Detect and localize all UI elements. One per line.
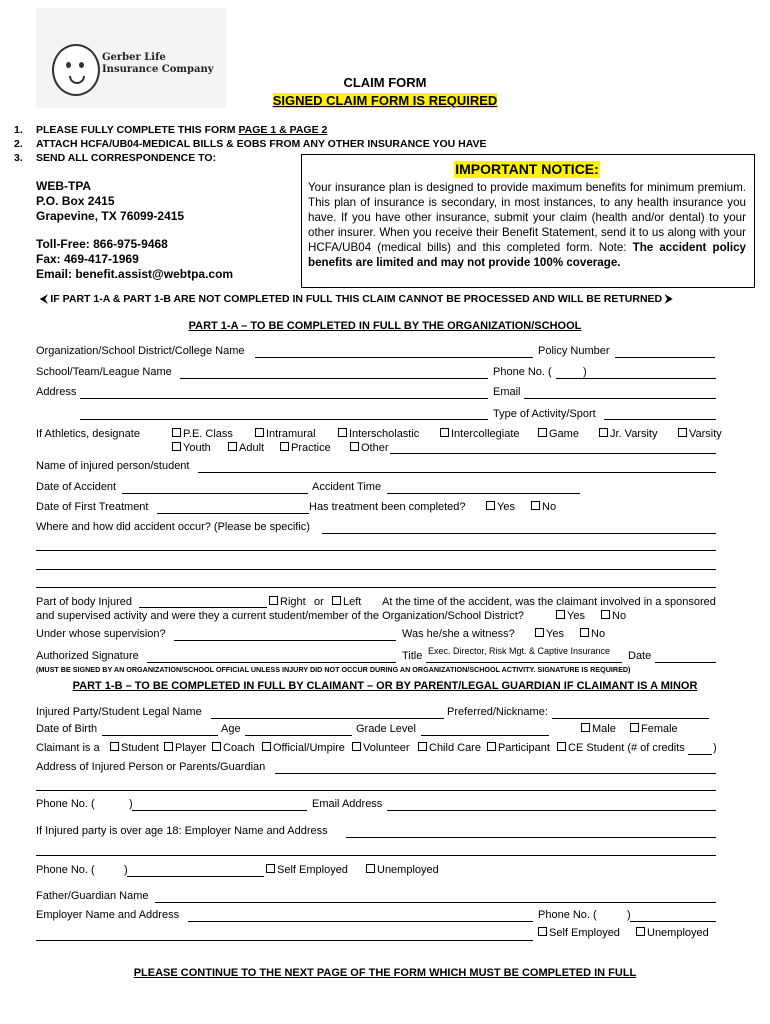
witness-yes-checkbox[interactable]: Yes (535, 628, 564, 640)
claimant-official-checkbox[interactable]: Official/Umpire (262, 742, 345, 754)
dob-field[interactable] (102, 735, 218, 736)
or-text: or (314, 596, 324, 608)
legal-name-label: Injured Party/Student Legal Name (36, 706, 202, 718)
guardian-self-employed-checkbox[interactable]: Self Employed (538, 927, 620, 939)
instruction-1: 1. PLEASE FULLY COMPLETE THIS FORM PAGE 1 & PAGE 2 (14, 124, 328, 136)
phone-field[interactable] (556, 378, 716, 379)
where-how-field-line-4[interactable] (36, 587, 716, 588)
title-label: Title (402, 650, 423, 662)
guardian-unemployed-checkbox[interactable]: Unemployed (636, 927, 709, 939)
signature-label: Authorized Signature (36, 650, 139, 662)
first-treatment-field[interactable] (157, 513, 309, 514)
email-label: Email (493, 386, 521, 398)
org-name-field[interactable] (255, 357, 533, 358)
employer-phone-close-paren: ) (124, 864, 128, 876)
chevron-left-icon: ⮜ (40, 293, 48, 305)
athletics-option-jr-varsity[interactable]: Jr. Varsity (599, 428, 657, 440)
activity-label: Type of Activity/Sport (493, 408, 596, 420)
witness-label: Was he/she a witness? (402, 628, 515, 640)
self-employed-checkbox[interactable]: Self Employed (266, 864, 348, 876)
witness-no-checkbox[interactable]: No (580, 628, 605, 640)
athletics-option-intercollegiate[interactable]: Intercollegiate (440, 428, 520, 440)
claimant-player-checkbox[interactable]: Player (164, 742, 206, 754)
supervision-field[interactable] (174, 640, 396, 641)
ce-credits-field[interactable] (688, 754, 712, 755)
male-checkbox[interactable]: Male (581, 723, 616, 735)
footer-instruction: PLEASE CONTINUE TO THE NEXT PAGE OF THE FORM WHICH MUST BE COMPLETED IN FULL (133, 967, 637, 979)
date-label: Date (628, 650, 652, 662)
policy-number-field[interactable] (615, 357, 715, 358)
signature-field[interactable] (147, 662, 396, 663)
mailing-address: WEB-TPA P.O. Box 2415 Grapevine, TX 76099-2415 Toll-Free: 866-975-9468 Fax: 469-417-1969 Email: benefit.assist@webtpa.com (36, 179, 234, 281)
legal-name-field[interactable] (211, 718, 444, 719)
chevron-right-icon: ⮞ (665, 293, 673, 305)
preferred-name-field[interactable] (552, 718, 709, 719)
claimant-child-care-checkbox[interactable]: Child Care (418, 742, 481, 754)
supervision-label: Under whose supervision? (36, 628, 166, 640)
credits-close-paren: ) (713, 742, 717, 754)
injured-name-field[interactable] (198, 472, 716, 473)
athletics-other-field[interactable] (390, 453, 716, 454)
where-how-field-line-3[interactable] (36, 569, 716, 570)
employer-over-18-label: If Injured party is over age 18: Employer Name and Address (36, 825, 328, 837)
athletics-option-practice[interactable]: Practice (280, 442, 331, 454)
body-part-field[interactable] (139, 607, 267, 608)
title-field[interactable] (426, 662, 622, 663)
guardian-employer-label: Employer Name and Address (36, 909, 180, 921)
athletics-option-intramural[interactable]: Intramural (255, 428, 316, 440)
claimant-phone-field[interactable] (132, 810, 307, 811)
athletics-option-other[interactable]: Other (350, 442, 389, 454)
instruction-2: 2. ATTACH HCFA/UB04-MEDICAL BILLS & EOBS FROM ANY OTHER INSURANCE YOU HAVE (14, 138, 487, 150)
claimant-student-checkbox[interactable]: Student (110, 742, 159, 754)
address-field[interactable] (80, 398, 488, 399)
claimant-participant-checkbox[interactable]: Participant (487, 742, 550, 754)
claimant-phone-close-paren: ) (129, 798, 133, 810)
claimant-coach-checkbox[interactable]: Coach (212, 742, 255, 754)
accident-time-label: Accident Time (312, 481, 382, 493)
title-value: Exec. Director, Risk Mgt. & Captive Insurance (428, 646, 611, 656)
where-how-field[interactable] (322, 533, 716, 534)
right-checkbox[interactable]: Right (269, 596, 306, 608)
phone-close-paren: ) (583, 366, 587, 378)
athletics-option-game[interactable]: Game (538, 428, 579, 440)
part-1b-heading: PART 1-B – TO BE COMPLETED IN FULL BY CLAIMANT – OR BY PARENT/LEGAL GUARDIAN IF CLAIMANT IS A MINOR (72, 680, 698, 692)
grade-level-field[interactable] (421, 735, 549, 736)
unemployed-checkbox[interactable]: Unemployed (366, 864, 439, 876)
company-logo-text: Gerber Life Insurance Company (102, 52, 214, 75)
address-label: Address (36, 386, 77, 398)
female-checkbox[interactable]: Female (630, 723, 678, 735)
date-of-accident-label: Date of Accident (36, 481, 117, 493)
claimant-label: Claimant is a (36, 742, 100, 754)
employer-over-18-field[interactable] (346, 837, 716, 838)
signature-note: (MUST BE SIGNED BY AN ORGANIZATION/SCHOOL OFFICIAL UNLESS INJURY DID NOT OCCUR DURING AN ORGANIZATION/SCHOOL ACTIVITY. SIGNATURE IS REQUIRED) (36, 665, 631, 674)
left-checkbox[interactable]: Left (332, 596, 361, 608)
athletics-option-varsity[interactable]: Varsity (678, 428, 722, 440)
employer-phone-field[interactable] (127, 876, 264, 877)
treatment-no-checkbox[interactable]: No (531, 501, 556, 513)
signature-date-field[interactable] (655, 662, 716, 663)
form-title: CLAIM FORM (343, 75, 427, 90)
age-label: Age (221, 723, 241, 735)
guardian-employer-field-line-2[interactable] (36, 940, 533, 941)
team-name-field[interactable] (180, 378, 488, 379)
sponsored-question-2: and supervised activity and were they a current student/member of the Organization/School District? (36, 610, 524, 622)
guardian-phone-field[interactable] (630, 921, 716, 922)
accident-time-field[interactable] (387, 493, 580, 494)
instruction-3: 3. SEND ALL CORRESPONDENCE TO: (14, 152, 217, 164)
guardian-phone-close-paren: ) (627, 909, 631, 921)
athletics-option-pe-class[interactable]: P.E. Class (172, 428, 233, 440)
activity-field[interactable] (604, 419, 716, 420)
date-of-accident-field[interactable] (122, 493, 308, 494)
athletics-option-interscholastic[interactable]: Interscholastic (338, 428, 419, 440)
guardian-phone-label: Phone No. ( (538, 909, 597, 921)
important-notice-box (301, 154, 755, 288)
guardian-name-label: Father/Guardian Name (36, 890, 149, 902)
claimant-email-field[interactable] (387, 810, 716, 811)
first-treatment-label: Date of First Treatment (36, 501, 149, 513)
treatment-yes-checkbox[interactable]: Yes (486, 501, 515, 513)
sponsored-question: At the time of the accident, was the claimant involved in a sponsored (382, 596, 716, 608)
sponsored-yes-checkbox[interactable]: Yes (556, 610, 585, 622)
treatment-completed-label: Has treatment been completed? (309, 501, 466, 513)
warning-line: ⮜ IF PART 1-A & PART 1-B ARE NOT COMPLETED IN FULL THIS CLAIM CANNOT BE PROCESSED AND WILL BE RETURNED ⮞ (40, 293, 673, 305)
injured-address-label: Address of Injured Person or Parents/Guardian (36, 761, 266, 773)
employer-phone-label: Phone No. ( (36, 864, 95, 876)
athletics-option-adult[interactable]: Adult (228, 442, 264, 454)
part-1a-heading: PART 1-A – TO BE COMPLETED IN FULL BY THE ORGANIZATION/SCHOOL (188, 320, 582, 332)
form-subtitle: SIGNED CLAIM FORM IS REQUIRED (272, 93, 498, 108)
policy-number-label: Policy Number (538, 345, 610, 357)
where-how-field-line-2[interactable] (36, 550, 716, 551)
team-name-label: School/Team/League Name (36, 366, 172, 378)
athletics-label: If Athletics, designate (36, 428, 140, 440)
phone-label: Phone No. ( (493, 366, 552, 378)
guardian-name-field[interactable] (155, 902, 716, 903)
email-field[interactable] (524, 398, 716, 399)
guardian-employer-field[interactable] (188, 921, 533, 922)
age-field[interactable] (245, 735, 352, 736)
employer-over-18-field-line-2[interactable] (36, 855, 716, 856)
claimant-volunteer-checkbox[interactable]: Volunteer (352, 742, 409, 754)
address-field-line-2[interactable] (80, 419, 488, 420)
claimant-phone-label: Phone No. ( (36, 798, 95, 810)
preferred-name-label: Preferred/Nickname: (447, 706, 548, 718)
where-how-label: Where and how did accident occur? (Please be specific) (36, 521, 310, 533)
injured-address-field[interactable] (275, 773, 716, 774)
notice-title: IMPORTANT NOTICE: (455, 161, 599, 177)
sponsored-no-checkbox[interactable]: No (601, 610, 626, 622)
body-part-label: Part of body Injured (36, 596, 133, 608)
org-name-label: Organization/School District/College Name (36, 345, 245, 357)
claimant-email-label: Email Address (312, 798, 383, 810)
notice-text: Your insurance plan is designed to provide maximum benefits for minimum premium. This plan of insurance is secondary, in most instances, to any health insurance you have. If you have other insurance, submit your claim (health and/or dental) to your other insurer. When you receive their Benefit Statement, send it to us along with your HCFA/UB04 (medical bills) and this completed form. Note: The accident policy benefits are limited and may not provide 100% coverage. (308, 181, 747, 269)
claimant-ce-student-checkbox[interactable]: CE Student (# of credits (557, 742, 685, 754)
athletics-option-youth[interactable]: Youth (172, 442, 211, 454)
injured-address-field-line-2[interactable] (36, 790, 716, 791)
injured-name-label: Name of injured person/student (36, 460, 190, 472)
grade-level-label: Grade Level (356, 723, 416, 735)
dob-label: Date of Birth (36, 723, 98, 735)
